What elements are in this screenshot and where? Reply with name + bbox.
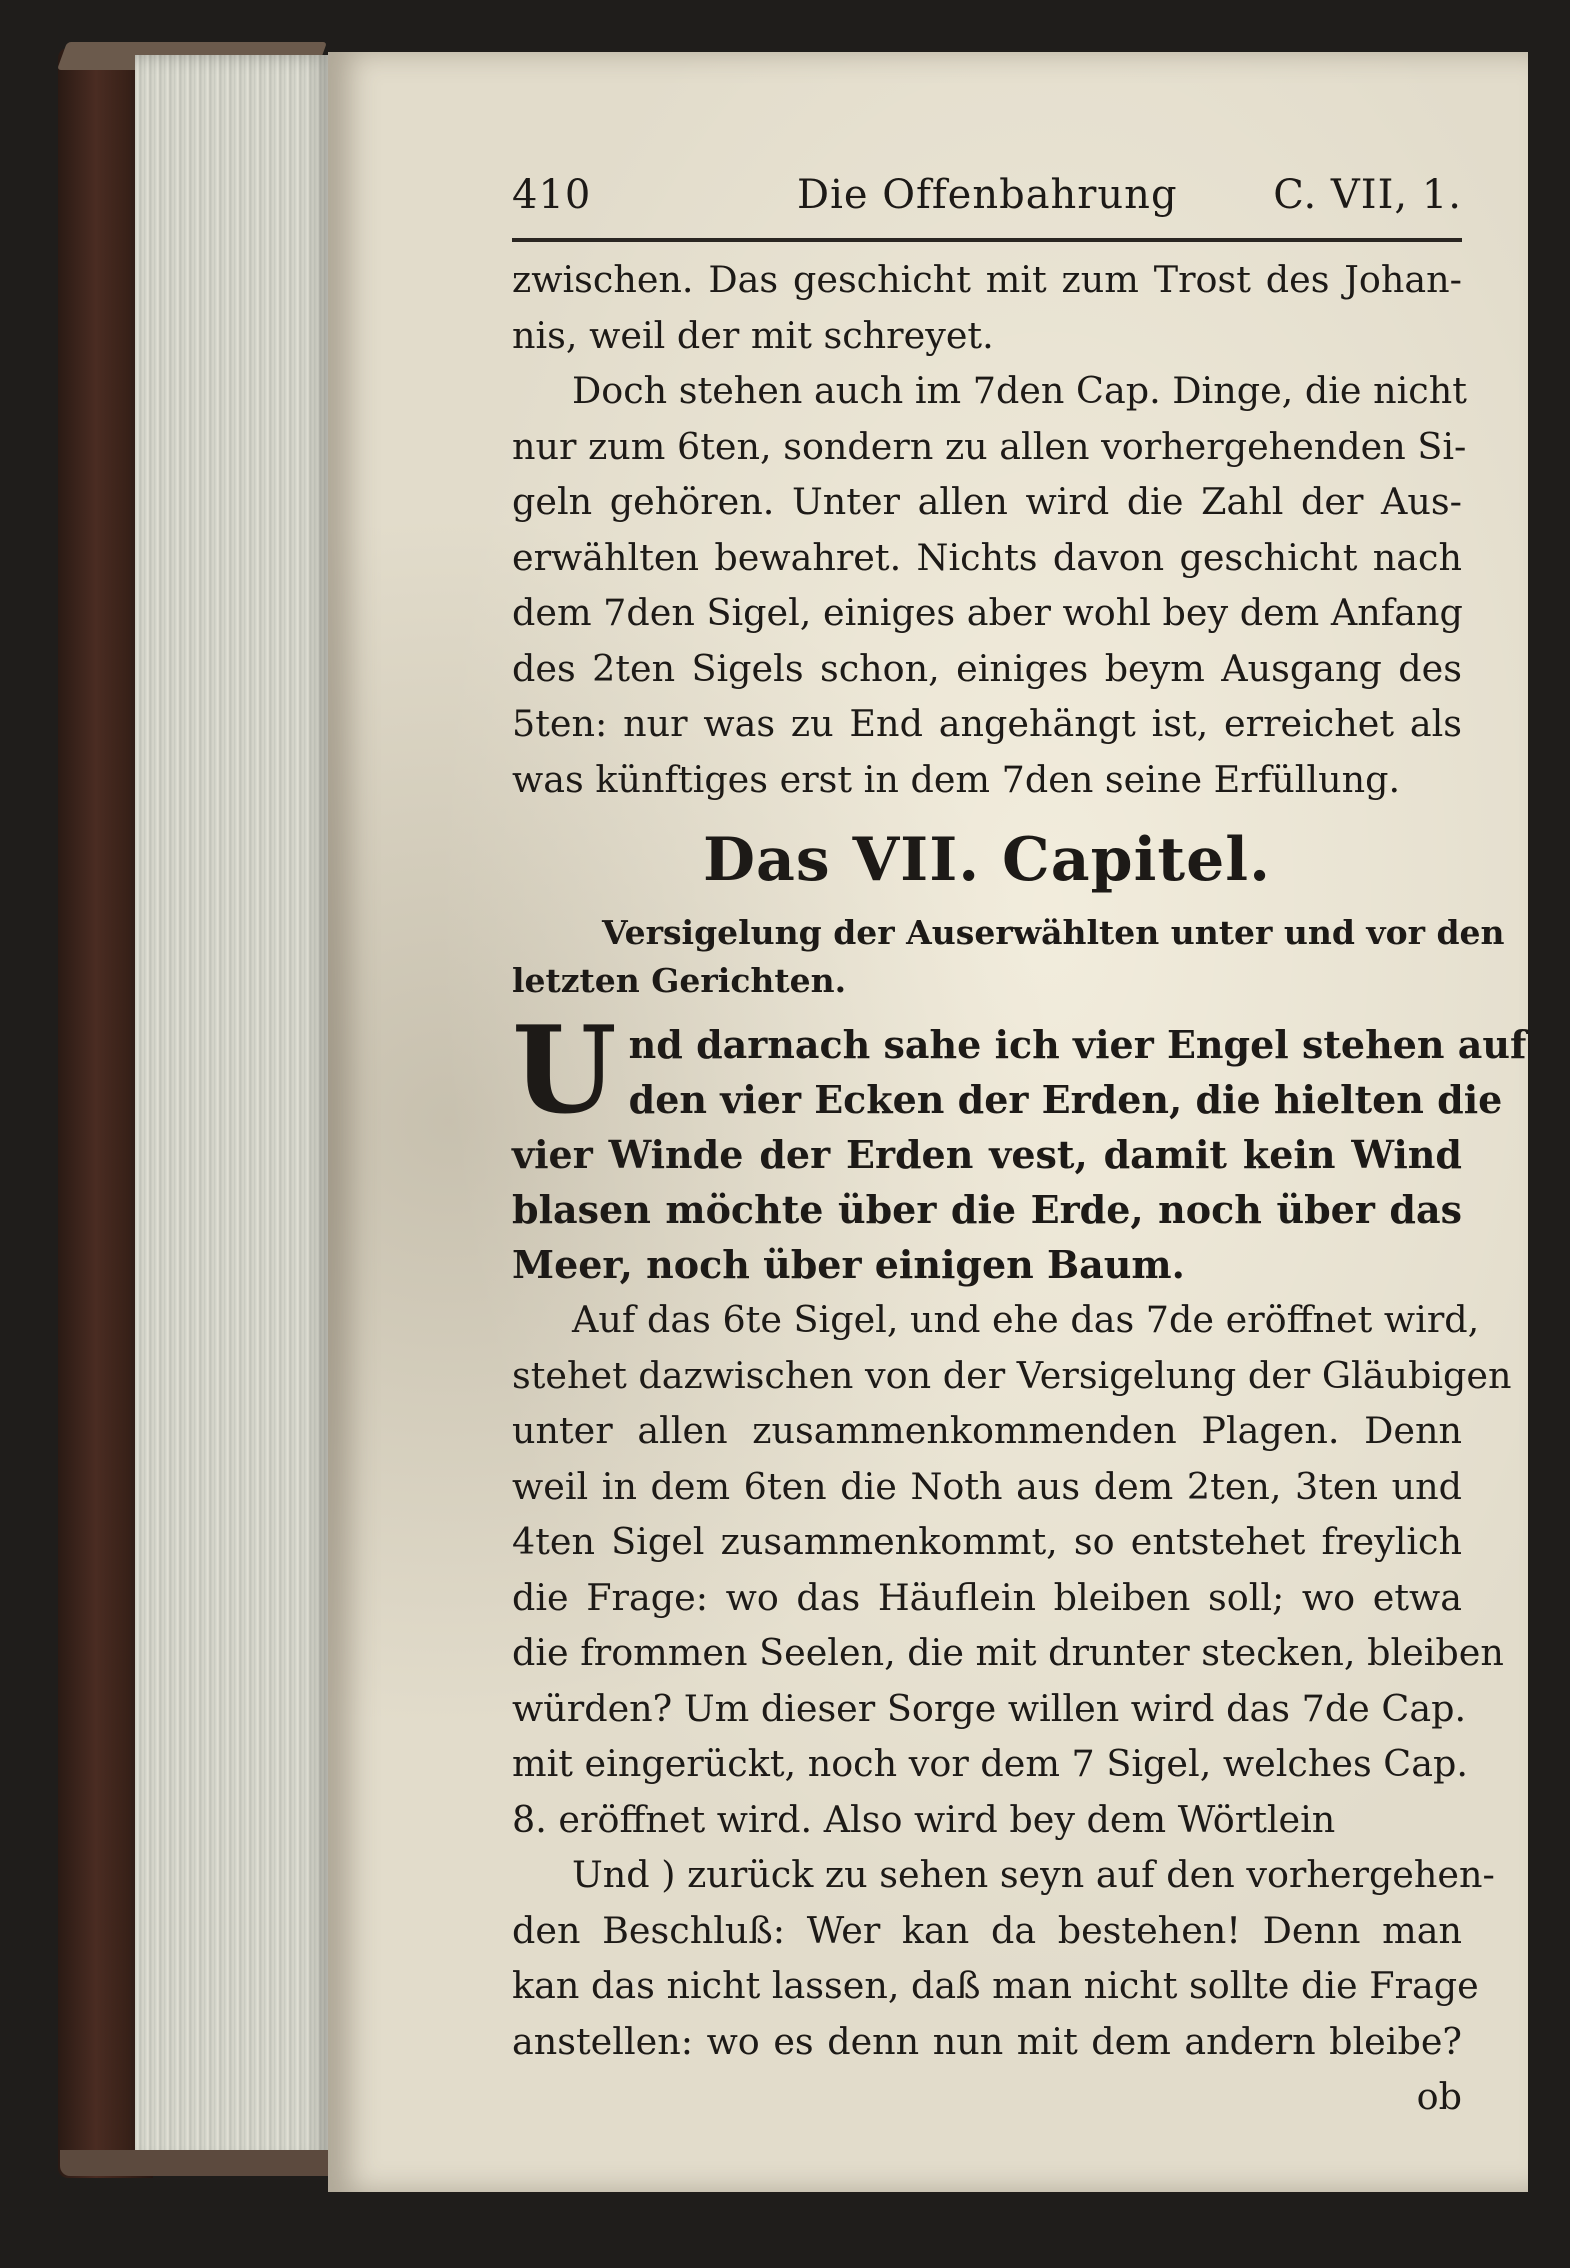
verse-line: vier Winde der Erden vest, damit kein Wind [512, 1132, 1462, 1177]
verse-line: nd darnach sahe ich vier Engel stehen auf [628, 1022, 1527, 1067]
text-line: anstellen: wo es denn nun mit dem andern bleibe? [512, 2019, 1462, 2063]
text-line: unter allen zusammenkommenden Plagen. Denn [512, 1409, 1462, 1452]
text-line: 5ten: nur was zu End angehängt ist, erreichet als [512, 702, 1462, 745]
verse-line: Meer, noch über einigen Baum. [512, 1242, 1185, 1287]
text-line: Und ) zurück zu sehen seyn auf den vorhergehen- [572, 1853, 1495, 1896]
text-line: würden? Um dieser Sorge willen wird das 7de Cap. [512, 1686, 1467, 1730]
summary-line: letzten Gerichten. [512, 961, 847, 1000]
verse-line: den vier Ecken der Erden, die hielten die [628, 1077, 1503, 1122]
header-rule [512, 238, 1462, 242]
chapter-summary [512, 909, 1505, 1005]
text-line: 4ten Sigel zusammenkommt, so entstehet freylich [512, 1520, 1462, 1563]
background-shadow [1530, 52, 1570, 2268]
text-line: nis, weil der mit schreyet. [512, 313, 994, 357]
text-line: weil in dem 6ten die Noth aus dem 2ten, 3ten und [512, 1464, 1462, 1508]
text-line: mit eingerückt, noch vor dem 7 Sigel, welches Cap. [512, 1742, 1468, 1785]
paragraph-3 [512, 1292, 1512, 1847]
running-head: Die Offenbahrung [797, 172, 1178, 218]
chapter-title: Das VII. Capitel. [703, 825, 1271, 895]
page-text-block [512, 160, 1527, 2125]
page-header [512, 160, 1462, 232]
text-line: den Beschluß: Wer kan da bestehen! Denn man [512, 1908, 1462, 1952]
paragraph-1 [512, 252, 1462, 363]
text-line: geln gehören. Unter allen wird die Zahl der Aus- [512, 480, 1462, 523]
text-line: erwählten bewahret. Nichts davon geschicht nach [512, 535, 1462, 579]
chapter-reference: C. VII, 1. [1273, 172, 1462, 218]
verse-line: blasen möchte über die Erde, noch über das [512, 1187, 1462, 1232]
text-line: des 2ten Sigels schon, einiges beym Ausgang des [512, 646, 1462, 690]
text-line: die Frage: wo das Häuflein bleiben soll; wo etwa [512, 1575, 1462, 1619]
page-edges [135, 55, 335, 2165]
text-line: dem 7den Sigel, einiges aber wohl bey dem Anfang [512, 591, 1463, 634]
text-line: 8. eröffnet wird. Also wird bey dem Wörtlein [512, 1797, 1336, 1841]
text-line: Auf das 6te Sigel, und ehe das 7de eröffnet wird, [572, 1298, 1480, 1341]
summary-line: Versigelung der Auserwählten unter und vor den [602, 913, 1505, 952]
text-line: stehet dazwischen von der Versigelung der Gläubigen [512, 1353, 1512, 1397]
text-line: was künftiges erst in dem 7den seine Erfüllung. [512, 757, 1401, 801]
scripture-verse [512, 1000, 1527, 1292]
text-line: nur zum 6ten, sondern zu allen vorhergehenden Si- [512, 424, 1467, 468]
catchword: ob [1416, 2075, 1462, 2118]
paragraph-2 [512, 363, 1467, 807]
paragraph-4 [512, 1847, 1495, 2125]
text-line: zwischen. Das geschicht mit zum Trost des Johan- [512, 258, 1462, 301]
text-line: Doch stehen auch im 7den Cap. Dinge, die nicht [572, 369, 1467, 412]
drop-capital: U [512, 1000, 617, 1141]
page-number: 410 [512, 172, 592, 218]
text-line: kan das nicht lassen, daß man nicht sollte die Frage [512, 1964, 1479, 2007]
cover-bottom-edge [60, 2150, 360, 2176]
text-line: die frommen Seelen, die mit drunter stecken, bleiben [512, 1631, 1504, 1674]
